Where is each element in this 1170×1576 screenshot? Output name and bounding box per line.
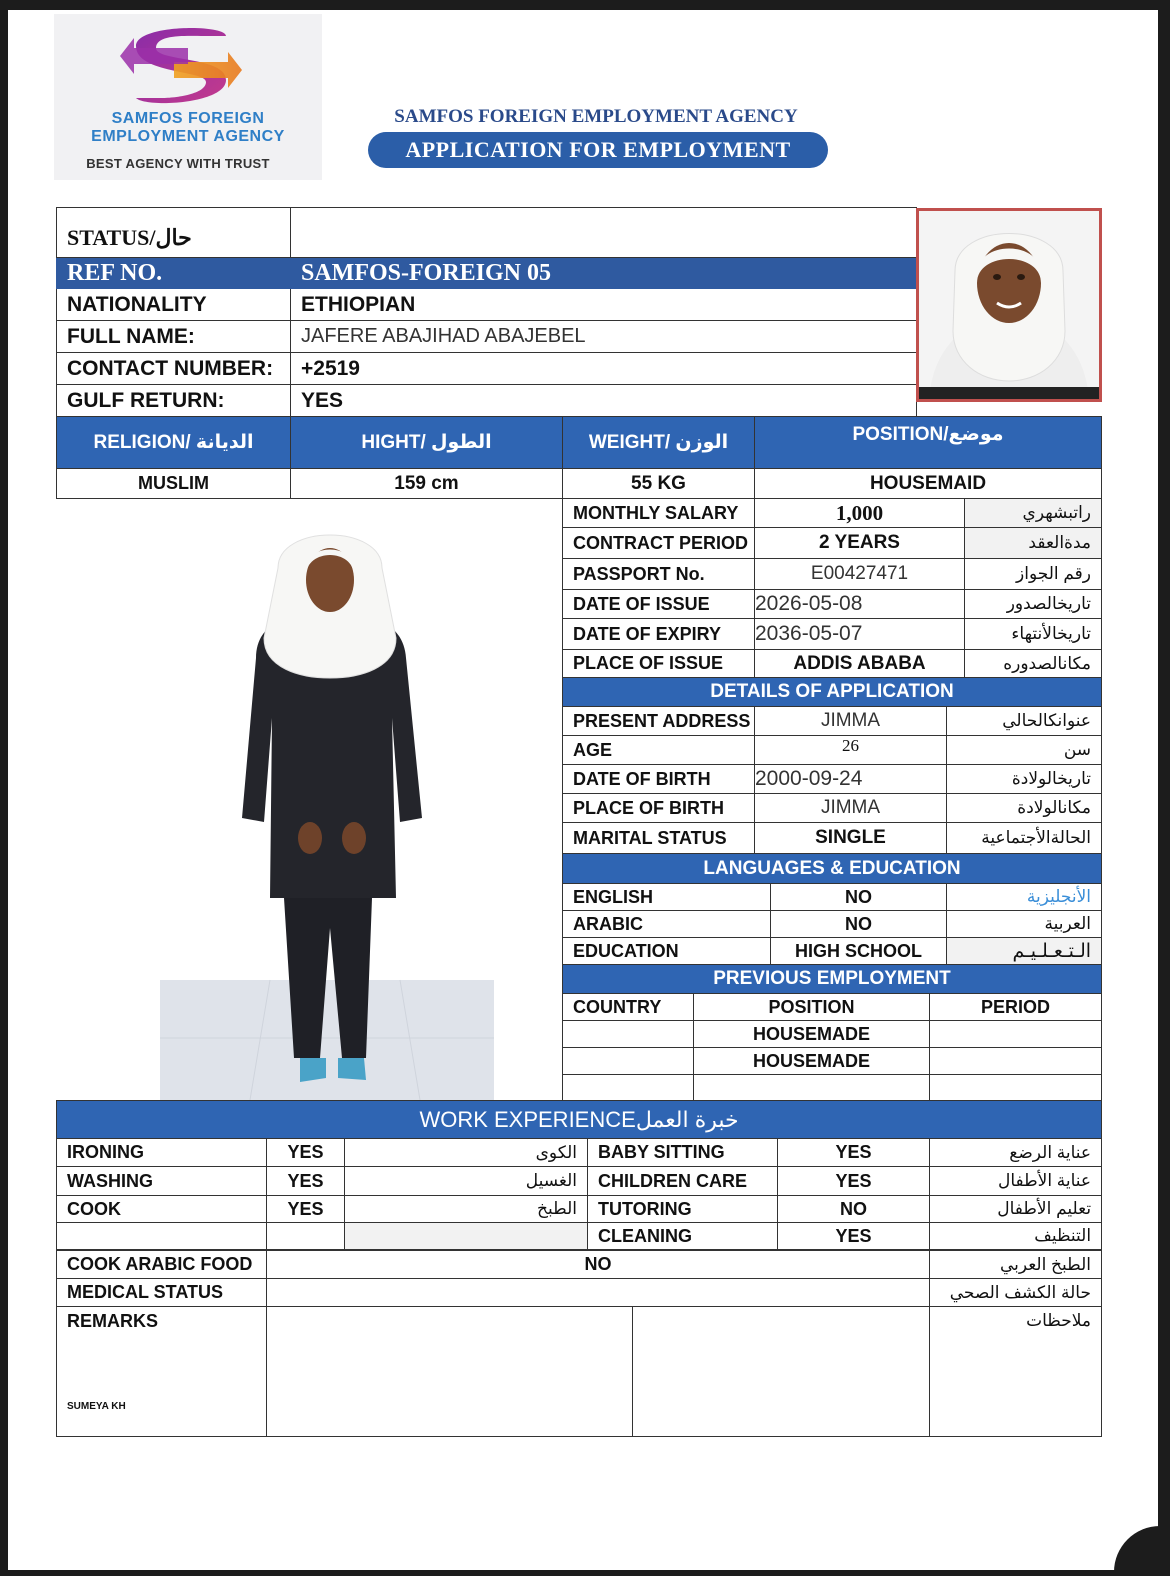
english-label-ar: الأنجليزية: [947, 884, 1102, 911]
prev-country-cell: [563, 1048, 694, 1075]
cook-value: YES: [267, 1196, 345, 1223]
position-header: POSITION/موضع: [755, 417, 1102, 469]
issue-date-label-ar: تاريخالصدور: [965, 590, 1102, 619]
issue-place-label: PLACE OF ISSUE: [563, 650, 755, 678]
marital-label: MARITAL STATUS: [563, 823, 755, 854]
cleaning-label-ar: التنظيف: [930, 1223, 1102, 1250]
issue-date-value: 2026-05-08: [755, 590, 965, 619]
remarks-signature: SUMEYA KH: [67, 1401, 126, 1412]
expiry-date-label-ar: تاريخالأنتهاء: [965, 619, 1102, 650]
work-heading: WORK EXPERIENCEخبرة العمل: [57, 1101, 1102, 1139]
work-experience-table: [56, 1100, 1102, 1250]
birthplace-value: JIMMA: [755, 794, 947, 823]
height-value: 159 cm: [291, 469, 563, 499]
weight-value: 55 KG: [563, 469, 755, 499]
prev-period-cell: [930, 1075, 1102, 1102]
samfos-s-icon: [116, 18, 246, 114]
baby-sitting-value: YES: [778, 1139, 930, 1167]
arabic-value: NO: [771, 911, 947, 938]
logo-tagline: BEST AGENCY WITH TRUST: [86, 156, 270, 171]
details-heading: DETAILS OF APPLICATION: [563, 678, 1102, 707]
empty-skill-label: [57, 1223, 267, 1250]
logo-name-line2: EMPLOYMENT AGENCY: [91, 128, 285, 145]
religion-value: MUSLIM: [57, 469, 291, 499]
prev-position-cell: HOUSEMADE: [694, 1021, 930, 1048]
contract-table: [562, 498, 1102, 678]
arabic-label: ARABIC: [563, 911, 771, 938]
applicant-portrait: [916, 208, 1102, 402]
education-value: HIGH SCHOOL: [771, 938, 947, 965]
remarks-field-1: [267, 1307, 633, 1437]
fullname-label: FULL NAME:: [57, 321, 291, 353]
address-value: JIMMA: [755, 707, 947, 736]
empty-skill-value: [267, 1223, 345, 1250]
previous-heading: PREVIOUS EMPLOYMENT: [563, 965, 1102, 994]
english-label: ENGLISH: [563, 884, 771, 911]
previous-employment-table: [562, 964, 1102, 1102]
application-sheet: [8, 10, 1158, 1570]
languages-table: [562, 853, 1102, 965]
form-title: APPLICATION FOR EMPLOYMENT: [368, 132, 828, 168]
issue-place-label-ar: مكانالصدوره: [965, 650, 1102, 678]
prev-position-cell: [694, 1075, 930, 1102]
baby-sitting-label: BABY SITTING: [588, 1139, 778, 1167]
tutoring-label-ar: تعليم الأطفال: [930, 1196, 1102, 1223]
arabic-label-ar: العربية: [947, 911, 1102, 938]
cleaning-value: YES: [778, 1223, 930, 1250]
children-care-value: YES: [778, 1167, 930, 1196]
details-table: [562, 677, 1102, 854]
country-header: COUNTRY: [563, 994, 694, 1021]
contact-value: +2519: [291, 353, 917, 385]
address-label: PRESENT ADDRESS: [563, 707, 755, 736]
religion-header: RELIGION/ الديانة: [57, 417, 291, 469]
remarks-label-ar: ملاحظات: [930, 1307, 1102, 1437]
issue-place-value: ADDIS ABABA: [755, 650, 965, 678]
education-label-ar: الـتـعـلـيـم: [947, 938, 1102, 965]
ironing-value: YES: [267, 1139, 345, 1167]
physical-table: [56, 416, 1102, 499]
ref-label: REF NO.: [57, 258, 291, 289]
logo-name-line1: SAMFOS FOREIGN: [111, 110, 265, 127]
marital-label-ar: الحالةالأجتماعية: [947, 823, 1102, 854]
status-label: STATUS/حال: [57, 208, 291, 258]
table-row: [563, 1075, 1102, 1102]
position-value: HOUSEMAID: [755, 469, 1102, 499]
remarks-table: [56, 1250, 1102, 1437]
passport-value: E00427471: [755, 559, 965, 590]
age-label: AGE: [563, 736, 755, 765]
prev-country-cell: [563, 1075, 694, 1102]
prev-period-cell: [930, 1048, 1102, 1075]
table-row: [563, 1048, 1102, 1075]
tutoring-value: NO: [778, 1196, 930, 1223]
medical-label: MEDICAL STATUS: [57, 1279, 267, 1307]
dob-value: 2000-09-24: [755, 765, 947, 794]
page-corner: [1114, 1526, 1160, 1572]
washing-label: WASHING: [57, 1167, 267, 1196]
weight-header: WEIGHT/ الوزن: [563, 417, 755, 469]
contract-period-value: 2 YEARS: [755, 528, 965, 559]
children-care-label: CHILDREN CARE: [588, 1167, 778, 1196]
remarks-cell: [57, 1307, 267, 1437]
prev-period-cell: [930, 1021, 1102, 1048]
period-header: PERIOD: [930, 994, 1102, 1021]
salary-label-ar: راتبشهري: [965, 499, 1102, 528]
birthplace-label: PLACE OF BIRTH: [563, 794, 755, 823]
ref-value: SAMFOS-FOREIGN 05: [291, 258, 917, 289]
salary-value: 1,000: [755, 499, 965, 528]
applicant-info-table: [56, 207, 917, 417]
ironing-label: IRONING: [57, 1139, 267, 1167]
contact-label: CONTACT NUMBER:: [57, 353, 291, 385]
nationality-label: NATIONALITY: [57, 289, 291, 321]
tutoring-label: TUTORING: [588, 1196, 778, 1223]
cook-label-ar: الطبخ: [345, 1196, 588, 1223]
empty-skill-label-ar: [345, 1223, 588, 1250]
remarks-field-2: [633, 1307, 930, 1437]
cook-label: COOK: [57, 1196, 267, 1223]
medical-label-ar: حالة الكشف الصحي: [930, 1279, 1102, 1307]
agency-name: SAMFOS FOREIGN EMPLOYMENT AGENCY: [394, 106, 798, 127]
medical-value: [267, 1279, 930, 1307]
remarks-label: REMARKS: [67, 1311, 159, 1331]
marital-value: SINGLE: [755, 823, 947, 854]
arabic-food-label: COOK ARABIC FOOD: [57, 1251, 267, 1279]
dob-label-ar: تاريخالولادة: [947, 765, 1102, 794]
languages-heading: LANGUAGES & EDUCATION: [563, 854, 1102, 884]
expiry-date-label: DATE OF EXPIRY: [563, 619, 755, 650]
address-label-ar: عنوانكالحالي: [947, 707, 1102, 736]
height-header: HIGHT/ الطول: [291, 417, 563, 469]
table-row: [563, 1021, 1102, 1048]
contract-period-label-ar: مدةالعقد: [965, 528, 1102, 559]
passport-label-ar: رقم الجواز: [965, 559, 1102, 590]
age-value: 26: [755, 736, 947, 765]
salary-label: MONTHLY SALARY: [563, 499, 755, 528]
education-label: EDUCATION: [563, 938, 771, 965]
children-care-label-ar: عناية الأطفال: [930, 1167, 1102, 1196]
applicant-full-photo: [160, 518, 494, 1100]
issue-date-label: DATE OF ISSUE: [563, 590, 755, 619]
arabic-food-value: NO: [267, 1251, 930, 1279]
expiry-date-value: 2036-05-07: [755, 619, 965, 650]
position-col-header: POSITION: [694, 994, 930, 1021]
ironing-label-ar: الكوى: [345, 1139, 588, 1167]
cleaning-label: CLEANING: [588, 1223, 778, 1250]
nationality-value: ETHIOPIAN: [291, 289, 917, 321]
agency-logo: [54, 14, 322, 180]
passport-label: PASSPORT No.: [563, 559, 755, 590]
baby-sitting-label-ar: عناية الرضع: [930, 1139, 1102, 1167]
gulf-return-label: GULF RETURN:: [57, 385, 291, 417]
status-value: [291, 208, 917, 258]
prev-country-cell: [563, 1021, 694, 1048]
age-label-ar: سن: [947, 736, 1102, 765]
contract-period-label: CONTRACT PERIOD: [563, 528, 755, 559]
gulf-return-value: YES: [291, 385, 917, 417]
dob-label: DATE OF BIRTH: [563, 765, 755, 794]
english-value: NO: [771, 884, 947, 911]
birthplace-label-ar: مكانالولادة: [947, 794, 1102, 823]
prev-position-cell: HOUSEMADE: [694, 1048, 930, 1075]
washing-label-ar: الغسيل: [345, 1167, 588, 1196]
washing-value: YES: [267, 1167, 345, 1196]
arabic-food-label-ar: الطبخ العربي: [930, 1251, 1102, 1279]
fullname-value: JAFERE ABAJIHAD ABAJEBEL: [291, 321, 917, 353]
